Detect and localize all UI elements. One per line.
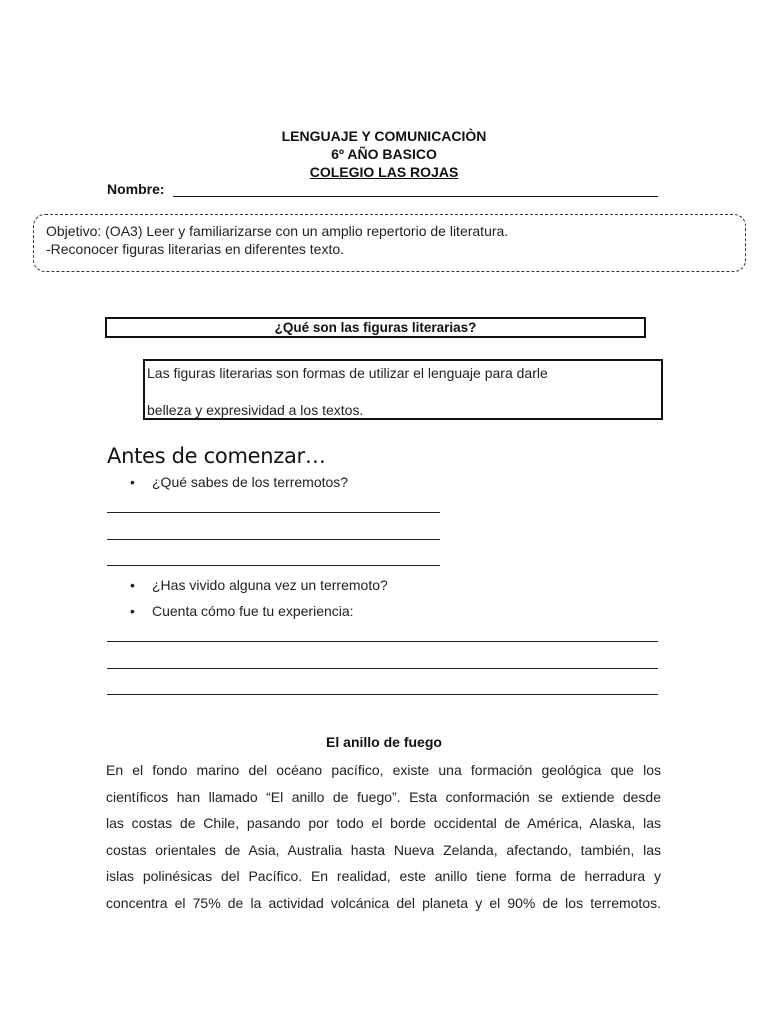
question-text-1: ¿Qué sabes de los terremotos? xyxy=(152,474,349,490)
activity-heading: Antes de comenzar… xyxy=(107,444,326,468)
question-item-2 xyxy=(130,577,388,593)
objective-line-2: -Reconocer figuras literarias en diferentes texto. xyxy=(46,241,345,257)
question-text-2: ¿Has vivido alguna vez un terremoto? xyxy=(152,577,388,593)
subject-title: LENGUAJE Y COMUNICACIÒN xyxy=(281,128,487,144)
name-blank-line[interactable] xyxy=(173,196,658,197)
reading-line: las costas de Chile, pasando por todo el borde occidental de América, Alaska, las xyxy=(106,815,661,832)
answer-line[interactable] xyxy=(107,641,658,642)
question-item-3 xyxy=(130,603,354,619)
answer-line[interactable] xyxy=(107,565,440,566)
answer-line[interactable] xyxy=(107,539,440,540)
reading-paragraph xyxy=(106,757,661,917)
definition-box xyxy=(143,359,663,420)
reading-line: En el fondo marino del océano pacífico, existe una formación geológica que los xyxy=(106,762,661,778)
reading-line: científicos han llamado “El anillo de fuego”. Esta conformación se extiende desde xyxy=(106,788,661,805)
school-title: COLEGIO LAS ROJAS xyxy=(309,164,459,180)
answer-line[interactable] xyxy=(107,512,440,513)
bullet-icon: • xyxy=(130,603,135,619)
bullet-icon: • xyxy=(130,474,135,490)
answer-line[interactable] xyxy=(107,694,658,695)
answer-line[interactable] xyxy=(107,668,658,669)
reading-line: costas orientales de Asia, Australia hasta Nueva Zelanda, afectando, también, las xyxy=(106,841,661,858)
reading-title: El anillo de fuego xyxy=(326,734,442,750)
question-title: ¿Qué son las figuras literarias? xyxy=(274,320,477,335)
question-text-3: Cuenta cómo fue tu experiencia: xyxy=(152,603,354,619)
objective-line-1: Objetivo: (OA3) Leer y familiarizarse con un amplio repertorio de literatura. xyxy=(46,223,509,239)
question-item-1 xyxy=(130,474,348,490)
definition-line-2: belleza y expresividad a los textos. xyxy=(147,402,364,418)
reading-line: islas polinésicas del Pacífico. En realidad, este anillo tiene forma de herradura y xyxy=(106,868,661,885)
grade-title: 6º AÑO BASICO xyxy=(331,146,437,162)
bullet-icon: • xyxy=(130,577,135,593)
name-label: Nombre: xyxy=(107,181,165,197)
definition-line-1: Las figuras literarias son formas de utilizar el lenguaje para darle xyxy=(147,365,548,381)
reading-line: concentra el 75% de la actividad volcánica del planeta y el 90% de los terremotos. xyxy=(106,894,661,911)
question-title-box xyxy=(105,317,646,338)
